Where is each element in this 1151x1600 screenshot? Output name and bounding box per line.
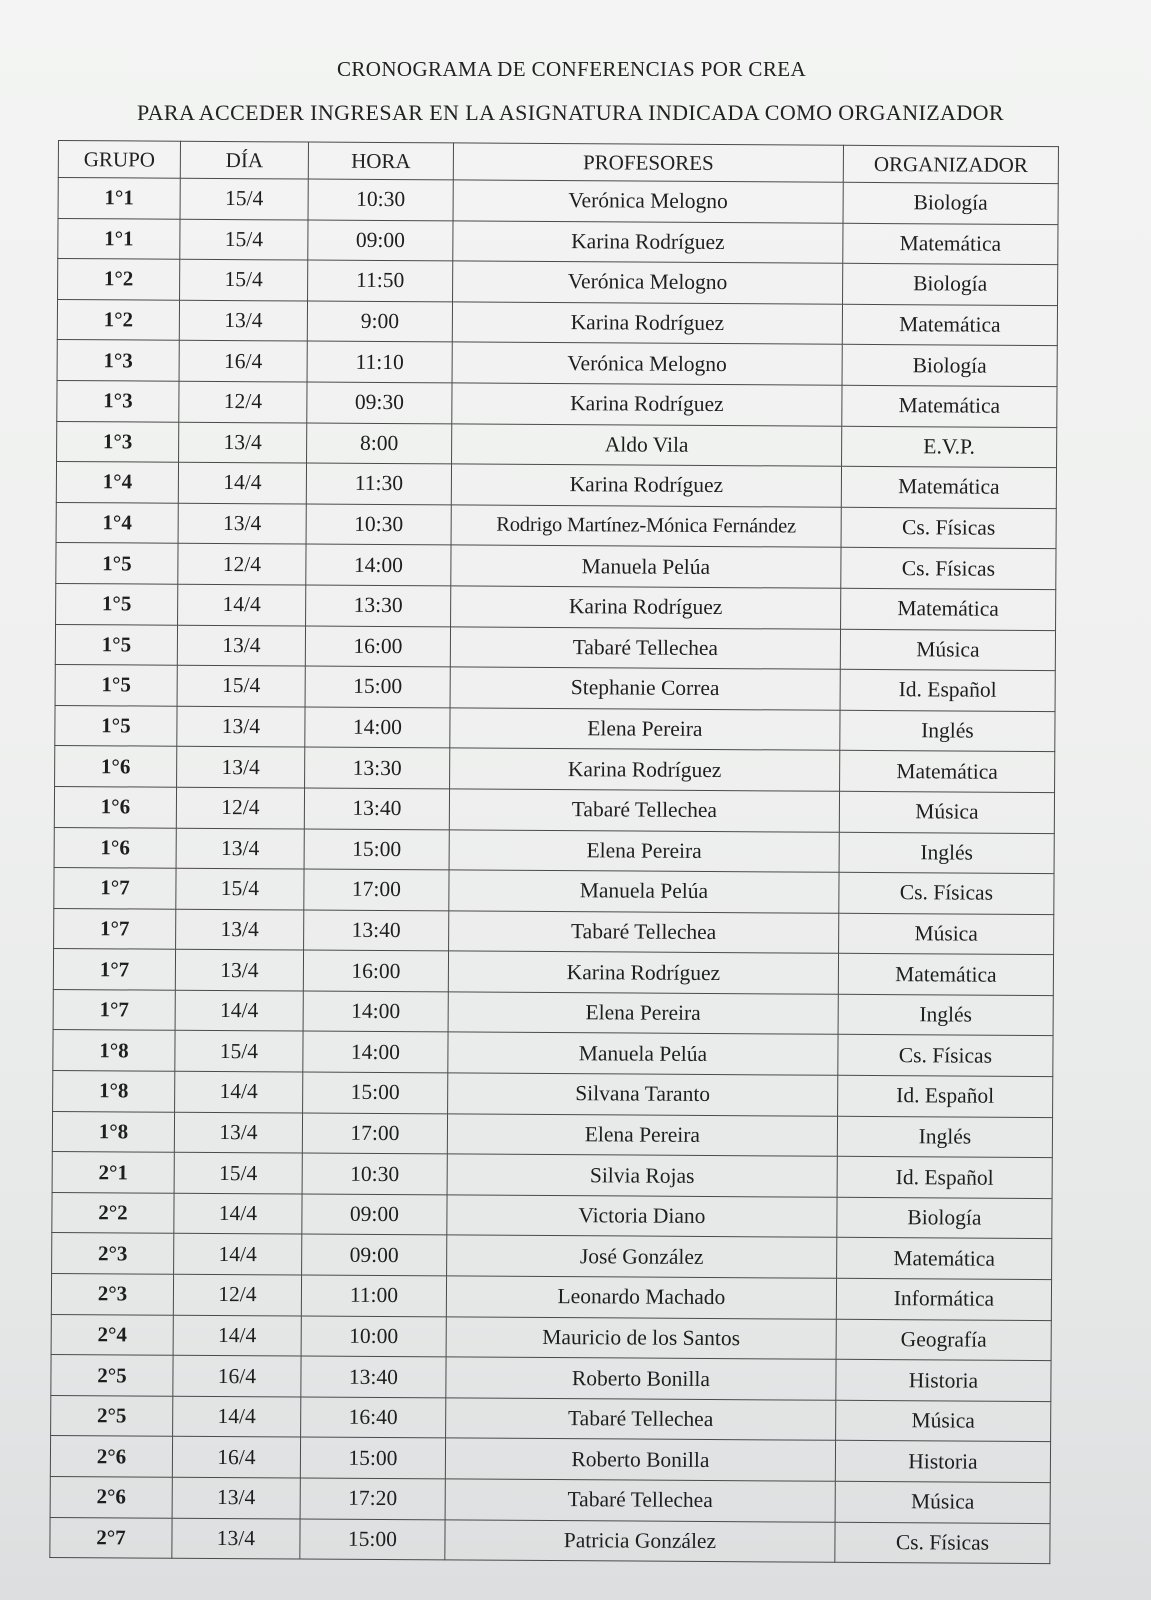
table-row: [58, 259, 1058, 306]
grupo-cell: 1°4: [56, 502, 178, 543]
organizador-cell: Historia: [835, 1441, 1050, 1483]
grupo-cell: 1°1: [58, 218, 180, 259]
grupo-cell: 1°3: [57, 421, 179, 462]
organizador-cell: Matemática: [841, 466, 1056, 508]
grupo-cell: 1°5: [55, 665, 177, 706]
grupo-cell: 1°3: [57, 380, 179, 421]
hora-cell: 14:00: [306, 544, 451, 585]
hora-cell: 09:00: [302, 1234, 447, 1275]
table-header-row: [58, 141, 1058, 184]
organizador-cell: Matemática: [842, 304, 1057, 346]
table-row: [56, 583, 1056, 630]
hora-cell: 10:00: [301, 1316, 446, 1357]
organizador-cell: Matemática: [841, 588, 1056, 630]
hora-cell: 11:00: [301, 1275, 446, 1316]
table-row: [55, 665, 1055, 712]
hora-cell: 11:30: [306, 463, 451, 504]
grupo-cell: 2°6: [50, 1476, 172, 1517]
organizador-cell: Id. Español: [837, 1157, 1052, 1199]
organizador-cell: Biología: [843, 182, 1058, 224]
table-row: [52, 1152, 1052, 1199]
hora-cell: 11:10: [307, 341, 452, 382]
table-row: [56, 502, 1056, 549]
organizador-cell: Matemática: [837, 1238, 1052, 1280]
hora-cell: 14:00: [303, 1031, 448, 1072]
grupo-cell: 1°6: [54, 786, 176, 827]
hora-cell: 13:30: [306, 585, 451, 626]
dia-cell: 15/4: [180, 259, 308, 300]
grupo-cell: 1°5: [56, 543, 178, 584]
organizador-cell: Informática: [836, 1278, 1051, 1320]
dia-cell: 12/4: [178, 544, 306, 585]
organizador-cell: Música: [839, 913, 1054, 955]
profesores-cell: Tabaré Tellechea: [446, 1398, 836, 1441]
profesores-cell: Verónica Melogno: [453, 261, 843, 304]
table-row: [50, 1476, 1050, 1523]
profesores-cell: Tabaré Tellechea: [445, 1479, 835, 1522]
profesores-cell: Elena Pereira: [449, 829, 839, 872]
dia-cell: 12/4: [176, 787, 304, 828]
schedule-table: [49, 140, 1059, 1564]
organizador-cell: Cs. Físicas: [839, 872, 1054, 914]
profesores-cell: Tabaré Tellechea: [450, 626, 840, 669]
table-row: [53, 1071, 1053, 1118]
grupo-cell: 1°6: [54, 827, 176, 868]
hora-cell: 09:00: [308, 220, 453, 261]
dia-cell: 14/4: [178, 462, 306, 503]
profesores-cell: Karina Rodríguez: [451, 464, 841, 507]
schedule-table-wrapper: [49, 140, 1058, 1564]
grupo-cell: 2°1: [52, 1152, 174, 1193]
organizador-cell: Matemática: [842, 385, 1057, 427]
organizador-cell: Biología: [843, 263, 1058, 305]
hora-cell: 14:00: [305, 707, 450, 748]
organizador-cell: Matemática: [838, 954, 1053, 996]
grupo-cell: 1°2: [58, 259, 180, 300]
grupo-cell: 2°2: [52, 1192, 174, 1233]
organizador-cell: E.V.P.: [842, 426, 1057, 468]
organizador-cell: Música: [836, 1400, 1051, 1442]
organizador-cell: Cs. Físicas: [835, 1522, 1050, 1564]
table-body: [50, 178, 1058, 1564]
hora-cell: 17:00: [302, 1113, 447, 1154]
grupo-cell: 2°4: [51, 1314, 173, 1355]
grupo-cell: 2°7: [50, 1517, 172, 1558]
table-row: [55, 624, 1055, 671]
dia-cell: 14/4: [173, 1315, 301, 1356]
grupo-cell: 1°2: [57, 299, 179, 340]
table-row: [51, 1395, 1051, 1442]
organizador-cell: Cs. Físicas: [838, 1035, 1053, 1077]
profesores-cell: Karina Rodríguez: [453, 221, 843, 264]
dia-cell: 14/4: [174, 1193, 302, 1234]
grupo-cell: 1°6: [55, 746, 177, 787]
grupo-cell: 1°8: [53, 1030, 175, 1071]
profesores-cell: Karina Rodríguez: [448, 951, 838, 994]
hora-cell: 13:30: [305, 747, 450, 788]
column-header-profesores: PROFESORES: [453, 143, 843, 182]
dia-cell: 15/4: [177, 665, 305, 706]
organizador-cell: Cs. Físicas: [841, 507, 1056, 549]
hora-cell: 14:00: [303, 991, 448, 1032]
organizador-cell: Matemática: [843, 223, 1058, 265]
profesores-cell: Victoria Diano: [447, 1195, 837, 1238]
organizador-cell: Inglés: [839, 832, 1054, 874]
dia-cell: 13/4: [179, 300, 307, 341]
column-header-hora: HORA: [308, 142, 453, 180]
grupo-cell: 1°7: [54, 868, 176, 909]
profesores-cell: Manuela Pelúa: [449, 870, 839, 913]
table-row: [52, 1111, 1052, 1158]
hora-cell: 16:00: [303, 950, 448, 991]
profesores-cell: Karina Rodríguez: [451, 586, 841, 629]
grupo-cell: 2°6: [50, 1436, 172, 1477]
table-row: [54, 786, 1054, 833]
organizador-cell: Id. Español: [838, 1075, 1053, 1117]
grupo-cell: 1°5: [55, 705, 177, 746]
organizador-cell: Geografía: [836, 1319, 1051, 1361]
profesores-cell: Elena Pereira: [450, 708, 840, 751]
dia-cell: 13/4: [179, 422, 307, 463]
dia-cell: 16/4: [173, 1355, 301, 1396]
document-title: CRONOGRAMA DE CONFERENCIAS POR CREA: [336, 57, 807, 81]
dia-cell: 14/4: [174, 1234, 302, 1275]
dia-cell: 14/4: [173, 1396, 301, 1437]
organizador-cell: Biología: [842, 345, 1057, 387]
grupo-cell: 1°3: [57, 340, 179, 381]
table-row: [53, 1030, 1053, 1077]
hora-cell: 8:00: [307, 423, 452, 464]
table-row: [50, 1517, 1050, 1564]
table-row: [55, 746, 1055, 793]
profesores-cell: Patricia González: [445, 1519, 835, 1562]
profesores-cell: Tabaré Tellechea: [449, 789, 839, 832]
dia-cell: 15/4: [176, 868, 304, 909]
organizador-cell: Inglés: [840, 710, 1055, 752]
dia-cell: 13/4: [177, 706, 305, 747]
grupo-cell: 1°7: [53, 989, 175, 1030]
table-row: [57, 421, 1057, 468]
profesores-cell: José González: [447, 1235, 837, 1278]
profesores-cell: Manuela Pelúa: [451, 545, 841, 588]
grupo-cell: 1°1: [58, 178, 180, 219]
table-row: [52, 1233, 1052, 1280]
profesores-cell: Verónica Melogno: [453, 180, 843, 223]
table-row: [58, 178, 1058, 225]
table-row: [54, 827, 1054, 874]
hora-cell: 11:50: [308, 260, 453, 301]
profesores-cell: Karina Rodríguez: [452, 383, 842, 426]
organizador-cell: Inglés: [837, 1116, 1052, 1158]
column-header-organizador: ORGANIZADOR: [843, 145, 1058, 183]
dia-cell: 15/4: [175, 1031, 303, 1072]
organizador-cell: Id. Español: [840, 669, 1055, 711]
hora-cell: 10:30: [308, 179, 453, 220]
profesores-cell: Karina Rodríguez: [450, 748, 840, 791]
table-row: [57, 299, 1057, 346]
hora-cell: 15:00: [303, 1072, 448, 1113]
table-row: [53, 989, 1053, 1036]
grupo-cell: 1°5: [55, 624, 177, 665]
hora-cell: 10:30: [306, 504, 451, 545]
table-row: [51, 1314, 1051, 1361]
organizador-cell: Cs. Físicas: [841, 548, 1056, 590]
dia-cell: 16/4: [179, 341, 307, 382]
profesores-cell: Aldo Vila: [452, 423, 842, 466]
dia-cell: 14/4: [175, 990, 303, 1031]
table-row: [56, 543, 1056, 590]
organizador-cell: Matemática: [840, 751, 1055, 793]
dia-cell: 12/4: [173, 1274, 301, 1315]
dia-cell: 15/4: [180, 219, 308, 260]
dia-cell: 13/4: [176, 828, 304, 869]
table-row: [55, 705, 1055, 752]
dia-cell: 13/4: [177, 625, 305, 666]
hora-cell: 16:00: [305, 626, 450, 667]
dia-cell: 15/4: [174, 1152, 302, 1193]
table-row: [50, 1436, 1050, 1483]
dia-cell: 14/4: [175, 1071, 303, 1112]
profesores-cell: Silvana Taranto: [448, 1073, 838, 1116]
profesores-cell: Karina Rodríguez: [452, 302, 842, 345]
table-row: [53, 949, 1053, 996]
table-row: [56, 462, 1056, 509]
profesores-cell: Rodrigo Martínez-Mónica Fernández: [451, 505, 841, 548]
profesores-cell: Roberto Bonilla: [445, 1438, 835, 1481]
hora-cell: 09:30: [307, 382, 452, 423]
profesores-cell: Tabaré Tellechea: [449, 911, 839, 954]
table-row: [57, 340, 1057, 387]
dia-cell: 13/4: [178, 503, 306, 544]
grupo-cell: 2°5: [51, 1355, 173, 1396]
hora-cell: 17:20: [300, 1478, 445, 1519]
grupo-cell: 1°7: [53, 949, 175, 990]
grupo-cell: 2°5: [51, 1395, 173, 1436]
table-row: [51, 1355, 1051, 1402]
dia-cell: 13/4: [177, 747, 305, 788]
hora-cell: 09:00: [302, 1194, 447, 1235]
table-row: [54, 868, 1054, 915]
hora-cell: 10:30: [302, 1153, 447, 1194]
dia-cell: 15/4: [180, 178, 308, 219]
profesores-cell: Stephanie Correa: [450, 667, 840, 710]
grupo-cell: 2°3: [52, 1233, 174, 1274]
profesores-cell: Verónica Melogno: [452, 342, 842, 385]
profesores-cell: Elena Pereira: [448, 992, 838, 1035]
dia-cell: 13/4: [175, 950, 303, 991]
organizador-cell: Inglés: [838, 994, 1053, 1036]
profesores-cell: Roberto Bonilla: [446, 1357, 836, 1400]
table-row: [51, 1274, 1051, 1321]
grupo-cell: 1°8: [52, 1111, 174, 1152]
profesores-cell: Mauricio de los Santos: [446, 1317, 836, 1360]
table-row: [52, 1192, 1052, 1239]
profesores-cell: Elena Pereira: [447, 1114, 837, 1157]
organizador-cell: Música: [839, 791, 1054, 833]
hora-cell: 15:00: [305, 666, 450, 707]
dia-cell: 13/4: [172, 1518, 300, 1559]
dia-cell: 14/4: [178, 584, 306, 625]
organizador-cell: Música: [840, 629, 1055, 671]
hora-cell: 9:00: [307, 301, 452, 342]
profesores-cell: Leonardo Machado: [446, 1276, 836, 1319]
grupo-cell: 1°5: [56, 583, 178, 624]
profesores-cell: Silvia Rojas: [447, 1154, 837, 1197]
grupo-cell: 1°7: [54, 908, 176, 949]
hora-cell: 13:40: [301, 1356, 446, 1397]
column-header-grupo: GRUPO: [58, 141, 180, 179]
table-row: [54, 908, 1054, 955]
dia-cell: 13/4: [172, 1477, 300, 1518]
grupo-cell: 1°8: [53, 1071, 175, 1112]
hora-cell: 16:40: [301, 1397, 446, 1438]
table-row: [57, 380, 1057, 427]
organizador-cell: Música: [835, 1481, 1050, 1523]
dia-cell: 13/4: [176, 909, 304, 950]
hora-cell: 15:00: [300, 1437, 445, 1478]
hora-cell: 15:00: [300, 1519, 445, 1560]
organizador-cell: Historia: [836, 1359, 1051, 1401]
hora-cell: 17:00: [304, 869, 449, 910]
dia-cell: 16/4: [172, 1437, 300, 1478]
dia-cell: 12/4: [179, 381, 307, 422]
grupo-cell: 2°3: [51, 1274, 173, 1315]
document-subtitle: PARA ACCEDER INGRESAR EN LA ASIGNATURA INDICADA COMO ORGANIZADOR: [137, 100, 1004, 125]
hora-cell: 13:40: [304, 910, 449, 951]
table-row: [58, 218, 1058, 265]
grupo-cell: 1°4: [56, 462, 178, 503]
dia-cell: 13/4: [174, 1112, 302, 1153]
organizador-cell: Biología: [837, 1197, 1052, 1239]
column-header-dia: DÍA: [180, 141, 308, 179]
profesores-cell: Manuela Pelúa: [448, 1032, 838, 1075]
hora-cell: 15:00: [304, 829, 449, 870]
hora-cell: 13:40: [304, 788, 449, 829]
